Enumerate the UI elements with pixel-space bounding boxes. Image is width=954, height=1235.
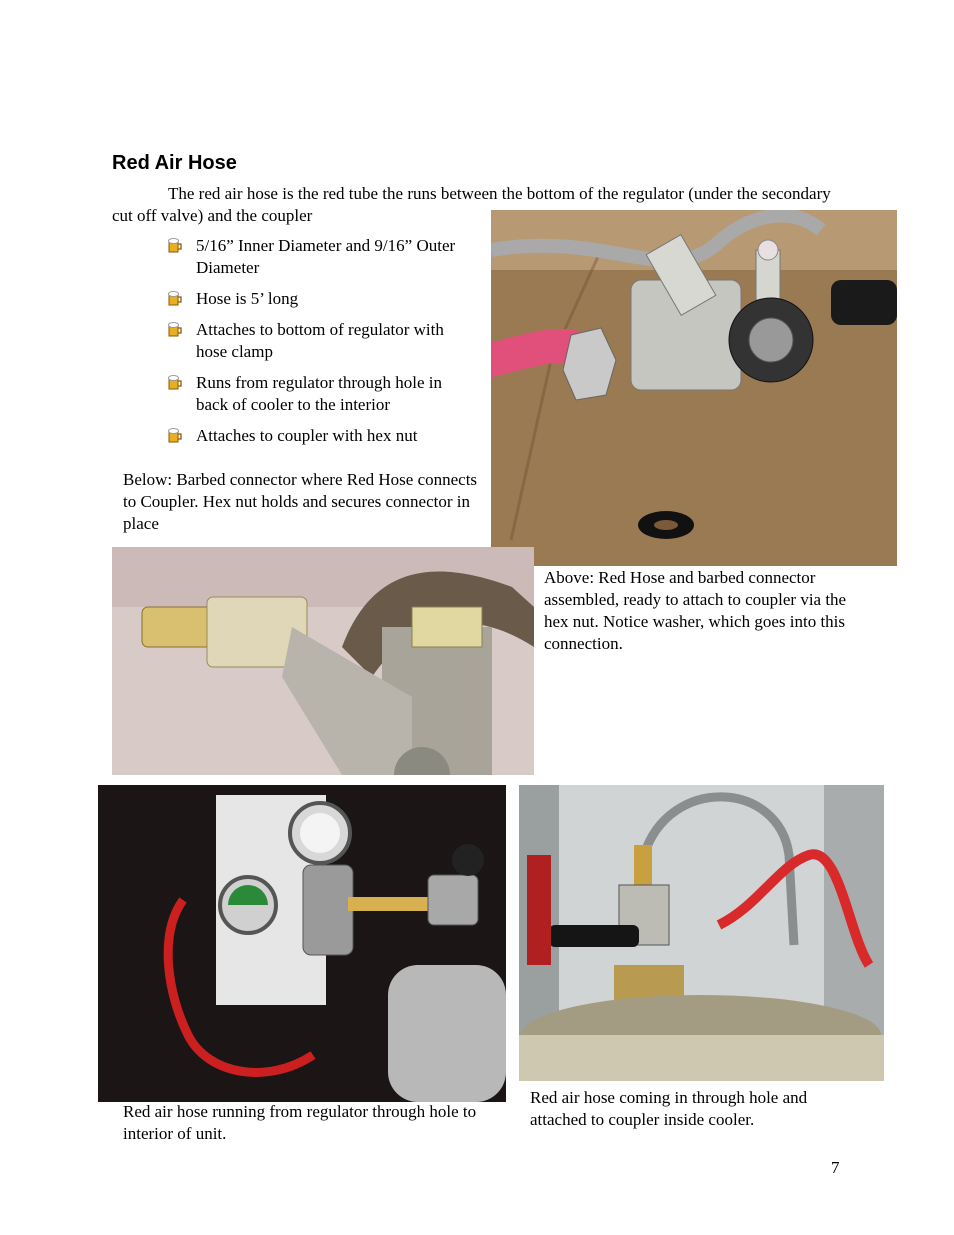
list-item: Runs from regulator through hole in back of cooler to the interior xyxy=(168,372,468,416)
list-item: 5/16” Inner Diameter and 9/16” Outer Diameter xyxy=(168,235,468,279)
photo-coupler xyxy=(519,785,884,1081)
beer-mug-icon xyxy=(168,321,182,337)
caption-barbed-connector: Below: Barbed connector where Red Hose connects to Coupler. Hex nut holds and secures connector in place xyxy=(123,470,478,533)
caption-regulator: Red air hose running from regulator through hole to interior of unit. xyxy=(123,1102,477,1143)
list-item: Attaches to bottom of regulator with hose clamp xyxy=(168,319,468,363)
beer-mug-icon xyxy=(168,237,182,253)
list-item: Attaches to coupler with hex nut xyxy=(168,425,468,447)
section-title: Red Air Hose xyxy=(112,152,237,174)
beer-mug-icon xyxy=(168,374,182,390)
list-item: Hose is 5’ long xyxy=(168,288,468,310)
caption-assembled: Above: Red Hose and barbed connector assembled, ready to attach to coupler via the hex nut. Notice washer, which goes into this connection. xyxy=(544,568,847,653)
photo-barbed-connector xyxy=(112,547,534,775)
caption-coupler: Red air hose coming in through hole and attached to coupler inside cooler. xyxy=(530,1088,808,1129)
intro-paragraph: The red air hose is the red tube the runs between the bottom of the regulator (under the secondary cut off valve) and the coupler xyxy=(112,184,831,225)
photo-regulator xyxy=(98,785,506,1102)
photo-hose-assembly xyxy=(491,210,897,566)
spec-list xyxy=(168,235,468,456)
page-number: 7 xyxy=(831,1158,840,1177)
beer-mug-icon xyxy=(168,427,182,443)
beer-mug-icon xyxy=(168,290,182,306)
